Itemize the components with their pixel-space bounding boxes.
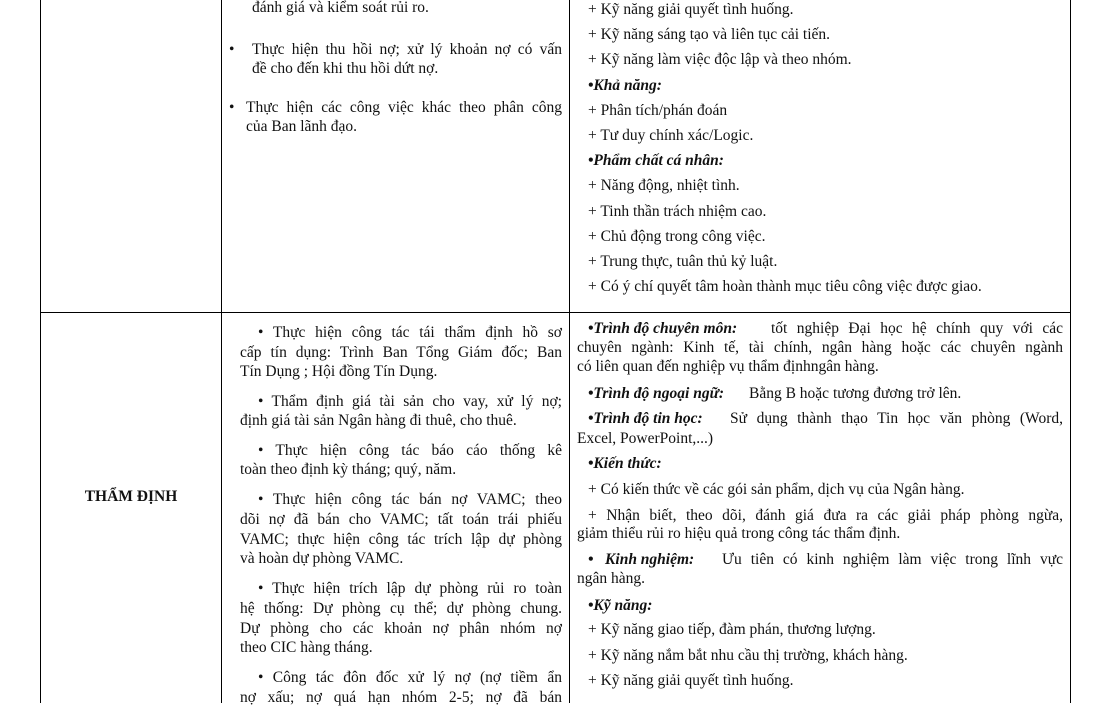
ability-item: + Tư duy chính xác/Logic. xyxy=(588,127,754,144)
duty-bullet-icon: • xyxy=(229,99,235,116)
duty-line: dõi nợ đã bán cho VAMC; tất toán trái phiếu xyxy=(240,511,562,528)
table-border-col2 xyxy=(569,0,570,703)
knowledge-item: + Nhận biết, theo dõi, đánh giá đưa ra các giải pháp phòng ngừa, xyxy=(588,507,1063,524)
duty-line: cấp tín dụng: Trình Ban Tổng Giám đốc; Ban xyxy=(240,344,562,361)
personal-item: + Năng động, nhiệt tình. xyxy=(588,177,740,194)
duty-line: • Công tác đôn đốc xử lý nợ (nợ tiềm ẩn xyxy=(258,669,562,686)
personal-heading: •Phẩm chất cá nhân: xyxy=(588,152,724,169)
row-divider xyxy=(40,312,1071,313)
duty-line: của Ban lãnh đạo. xyxy=(246,118,358,135)
table-border-right xyxy=(1070,0,1071,703)
skill-item: + Kỹ năng sáng tạo và liên tục cải tiến. xyxy=(588,26,831,43)
duty-line: VAMC; thực hiện công tác trích lập dự phòng xyxy=(240,531,562,548)
skill-item: + Kỹ năng nắm bắt nhu cầu thị trường, khách hàng. xyxy=(588,647,908,664)
duty-line: Thực hiện thu hồi nợ; xử lý khoản nợ có vấn xyxy=(252,41,562,58)
duty-bullet-icon: • xyxy=(229,41,235,58)
duty-line: toàn theo định kỳ tháng; quý, năm. xyxy=(240,461,457,478)
it-text: Excel, PowerPoint,...) xyxy=(577,430,714,447)
it-heading: •Trình độ tin học: xyxy=(588,410,703,427)
duty-line: Tín Dụng ; Hội đồng Tín Dụng. xyxy=(240,363,438,380)
experience-text: ngân hàng. xyxy=(577,570,646,587)
duty-line: hệ thống: Dự phòng cụ thể; dự phòng chung. xyxy=(240,600,562,617)
duty-line: • Thực hiện công tác tái thẩm định hồ sơ xyxy=(258,324,562,341)
table-border-left xyxy=(40,0,41,703)
personal-item: + Chủ động trong công việc. xyxy=(588,228,766,245)
skill-item: + Kỹ năng giải quyết tình huống. xyxy=(588,1,794,18)
skill-item: + Kỹ năng làm việc độc lập và theo nhóm. xyxy=(588,51,852,68)
it-text: Sử dụng thành thạo Tin học văn phòng (Word, xyxy=(730,410,1063,427)
duty-line: đề cho đến khi thu hồi dứt nợ. xyxy=(252,60,439,77)
experience-text: Ưu tiên có kinh nghiệm làm việc trong lĩnh vực xyxy=(722,551,1063,568)
education-text: tốt nghiệp Đại học hệ chính quy với các xyxy=(771,320,1063,337)
knowledge-item: giảm thiểu rủi ro hiệu quả trong công tác thẩm định. xyxy=(577,525,901,542)
duty-line: định giá tài sản Ngân hàng đi thuê, cho thuê. xyxy=(240,412,517,429)
duty-line: • Thực hiện công tác bán nợ VAMC; theo xyxy=(258,491,562,508)
knowledge-item: + Có kiến thức về các gói sản phẩm, dịch vụ của Ngân hàng. xyxy=(588,481,965,498)
ability-heading: •Khả năng: xyxy=(588,77,662,94)
duty-line: đánh giá và kiểm soát rủi ro. xyxy=(252,0,429,16)
education-heading: •Trình độ chuyên môn: xyxy=(588,320,738,337)
duty-line: Thực hiện các công việc khác theo phân công xyxy=(246,99,562,116)
duty-line: • Thực hiện công tác báo cáo thống kê xyxy=(258,442,562,459)
education-text: chuyên ngành: Kinh tế, tài chính, ngân hàng hoặc các chuyên ngành xyxy=(577,339,1063,356)
duty-line: • Thực hiện trích lập dự phòng rủi ro toàn xyxy=(258,580,562,597)
personal-item: + Trung thực, tuân thủ kỷ luật. xyxy=(588,253,778,270)
skills-heading: •Kỹ năng: xyxy=(588,597,653,614)
ability-item: + Phân tích/phán đoán xyxy=(588,102,728,119)
education-text: có liên quan đến nghiệp vụ thẩm địnhngân hàng. xyxy=(577,358,879,375)
department-name: THẨM ĐỊNH xyxy=(84,488,178,505)
skill-item: + Kỹ năng giao tiếp, đàm phán, thương lượng. xyxy=(588,621,876,638)
duty-line: nợ xấu; nợ quá hạn nhóm 2-5; nợ đã bán xyxy=(240,689,562,706)
personal-item: + Tinh thần trách nhiệm cao. xyxy=(588,203,767,220)
personal-item: + Có ý chí quyết tâm hoàn thành mục tiêu công việc được giao. xyxy=(588,278,982,295)
knowledge-heading: •Kiến thức: xyxy=(588,455,662,472)
duty-line: Dự phòng cho các khoản nợ phân nhóm nợ xyxy=(240,620,562,637)
duty-line: theo CIC hàng tháng. xyxy=(240,639,373,656)
skill-item: + Kỹ năng giải quyết tình huống. xyxy=(588,672,794,689)
duty-line: • Thẩm định giá tài sản cho vay, xử lý nợ; xyxy=(258,393,562,410)
duty-line: và hoàn dự phòng VAMC. xyxy=(240,550,404,567)
experience-heading: • Kinh nghiệm: xyxy=(588,551,695,568)
language-heading: •Trình độ ngoại ngữ: xyxy=(588,385,725,402)
language-text: Bằng B hoặc tương đương trở lên. xyxy=(749,385,962,402)
table-border-col1 xyxy=(221,0,222,703)
